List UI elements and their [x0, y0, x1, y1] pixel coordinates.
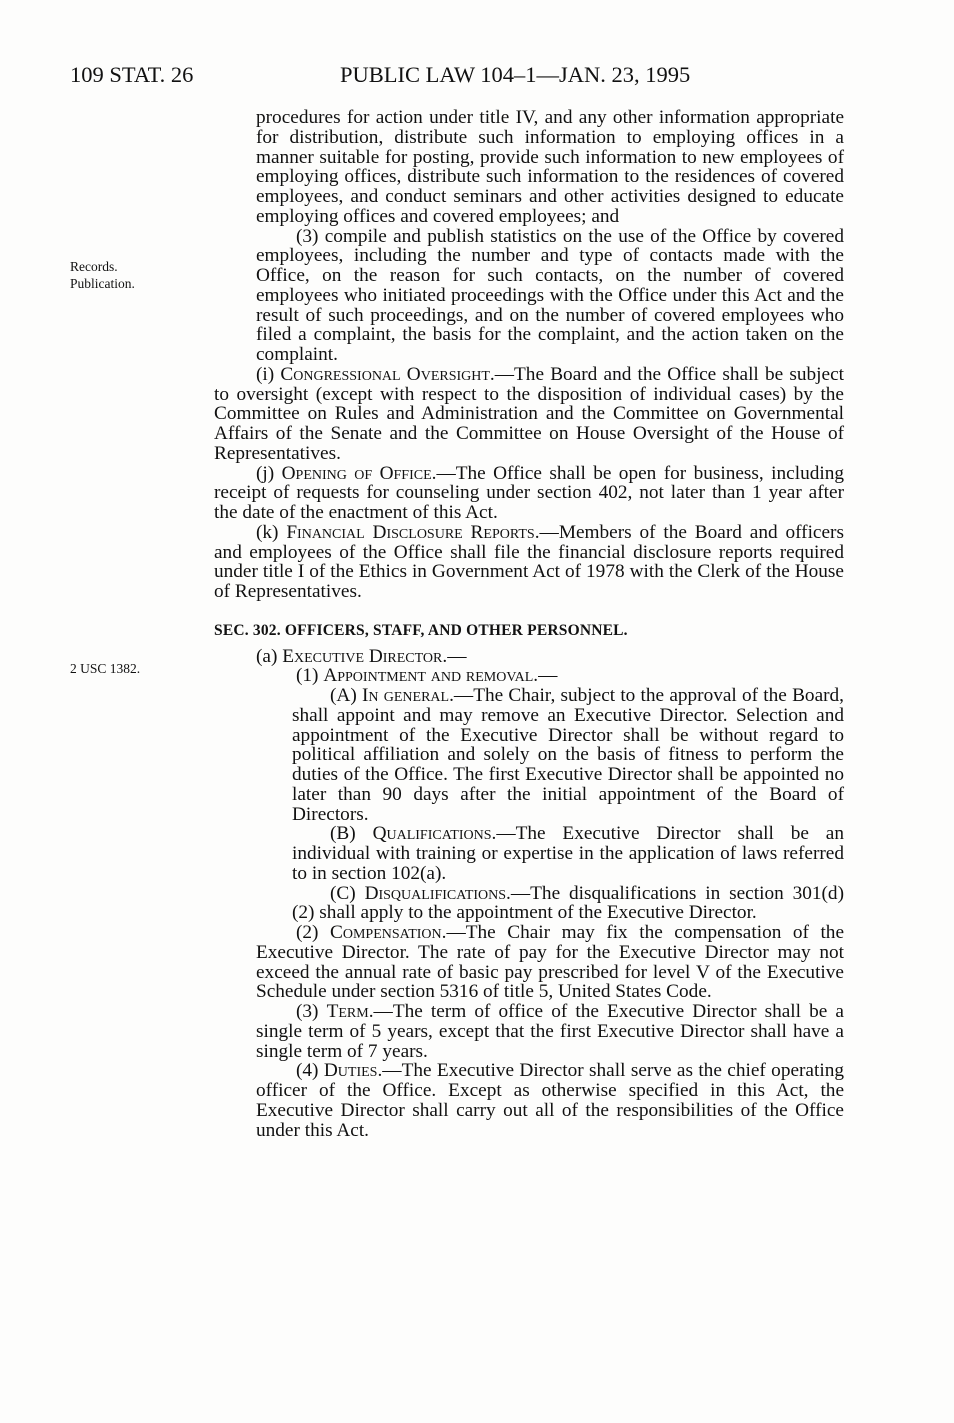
subsection-a-dash: —	[447, 645, 467, 667]
paragraph-a2-heading: Compensation.	[330, 922, 447, 943]
subsection-i-text: —The Board and the Office shall be subject to oversight (except with respect to the disposition of individual cases) by the Committee on Rules and Administration and the Committee on Governmental Affairs of the Senate and the Committee on House Oversight of the House of Representatives.	[214, 363, 844, 464]
subsection-a-heading: Executive Director.	[282, 645, 448, 667]
subsection-a-label: (a)	[256, 645, 283, 667]
subparagraph-B-text: —The Executive Director shall be an individual with training or expertise in the application of laws referred to in section 102(a).	[292, 823, 844, 884]
subsection-i	[214, 365, 844, 464]
margin-note-publication-label: Publication.	[70, 276, 135, 291]
margin-note-usc	[70, 660, 140, 677]
subsection-j-heading: Opening of Office.	[281, 462, 437, 484]
margin-note-records-label: Records.	[70, 259, 118, 274]
subparagraph-A-label: (A)	[330, 685, 362, 706]
paragraph-a1-label: (1)	[296, 665, 324, 687]
paragraph-a3-text: —The term of office of the Executive Director shall be a single term of 5 years, except that the first Executive Director shall have a single term of 7 years.	[256, 1001, 844, 1062]
subsection-i-label: (i)	[256, 363, 281, 385]
subparagraph-C-text: —The disqualifications in section 301(d)(2) shall apply to the appointment of the Executive Director.	[292, 882, 844, 924]
subsection-k-label: (k)	[256, 521, 287, 543]
subparagraph-B-heading: Qualifications.	[372, 823, 497, 845]
paragraph-a1	[214, 666, 844, 686]
subparagraph-A	[214, 686, 844, 824]
subparagraph-A-text: —The Chair, subject to the approval of the Board, shall appoint and may remove an Executive Director. Selection and appointment of the Executive Director shall be without regard to political affiliation and solely on the basis of fitness to perform the duties of the Office. The first Executive Director shall be appointed no later than 90 days after the initial appointment of the Board of Directors.	[292, 685, 845, 825]
subparagraph-A-heading: In general.	[362, 685, 454, 706]
stat-page-number: 109 STAT. 26	[70, 62, 194, 87]
paragraph-a3-heading: Term.	[326, 1001, 374, 1022]
paragraph-a4-text: —The Executive Director shall serve as the chief operating officer of the Office. Except as otherwise specified in this Act, the Executive Director shall carry out all of the responsibilities of the Office under this Act.	[256, 1060, 844, 1141]
subsection-i-heading: Congressional Oversight.	[280, 363, 495, 385]
paragraph-a4	[214, 1061, 844, 1140]
paragraph-3: (3) compile and publish statistics on the use of the Office by covered employees, including the number and type of contacts made with the Office, on the reason for such contacts, on the number of covered employees who initiated proceedings with the Office under this Act and the result of such proceedings, and on the number of covered employees who filed a complaint, the basis for the complaint, and the action taken on the complaint.	[256, 225, 844, 365]
subsection-k	[214, 523, 844, 602]
paragraph-a2	[214, 923, 844, 1002]
subsection-a	[214, 647, 844, 667]
paragraph-continued: procedures for action under title IV, and any other information appropriate for distribution, distribute such information to employing offices in a manner suitable for posting, provide such information to new employees of employing offices, distribute such information to the residences of covered employees, and conduct seminars and other activities designed to educate employing offices and covered employees; and	[256, 107, 844, 227]
subsection-j-label: (j)	[256, 462, 282, 484]
margin-note-records	[70, 258, 135, 292]
paragraph-a2-label: (2)	[296, 922, 330, 943]
paragraph-a4-heading: Duties.	[323, 1060, 383, 1082]
subsection-j-text: —The Office shall be open for business, including receipt of requests for counseling under section 402, not later than 1 year after the date of the enactment of this Act.	[214, 462, 844, 523]
subparagraph-B	[214, 824, 844, 883]
paragraph-a2-text: —The Chair may fix the compensation of the Executive Director. The rate of pay for the Executive Director may not exceed the annual rate of basic pay prescribed for level V of the Executive Schedule under section 5316 of title 5, United States Code.	[256, 922, 844, 1003]
section-heading: SEC. 302. OFFICERS, STAFF, AND OTHER PERSONNEL.	[214, 621, 628, 639]
subparagraph-C-heading: Disqualifications.	[364, 882, 511, 904]
body-text	[214, 108, 844, 1140]
subparagraph-B-label: (B)	[330, 823, 373, 845]
subsection-k-heading: Financial Disclosure Reports.	[286, 521, 540, 543]
subparagraph-C-label: (C)	[330, 882, 365, 904]
running-header	[70, 62, 910, 92]
subsection-k-text: —Members of the Board and officers and employees of the Office shall file the financial disclosure reports required under title I of the Ethics in Government Act of 1978 with the Clerk of the House of Representatives.	[214, 521, 844, 602]
subsection-j	[214, 464, 844, 523]
paragraph-a1-dash: —	[538, 665, 558, 687]
subparagraph-C	[214, 884, 844, 924]
margin-note-usc-label: 2 USC 1382.	[70, 661, 141, 676]
paragraph-a3-label: (3)	[296, 1001, 327, 1022]
paragraph-a3	[214, 1002, 844, 1061]
paragraph-a1-heading: Appointment and removal.	[323, 665, 539, 687]
paragraph-a4-label: (4)	[296, 1060, 324, 1082]
public-law-citation: PUBLIC LAW 104–1—JAN. 23, 1995	[340, 62, 691, 87]
